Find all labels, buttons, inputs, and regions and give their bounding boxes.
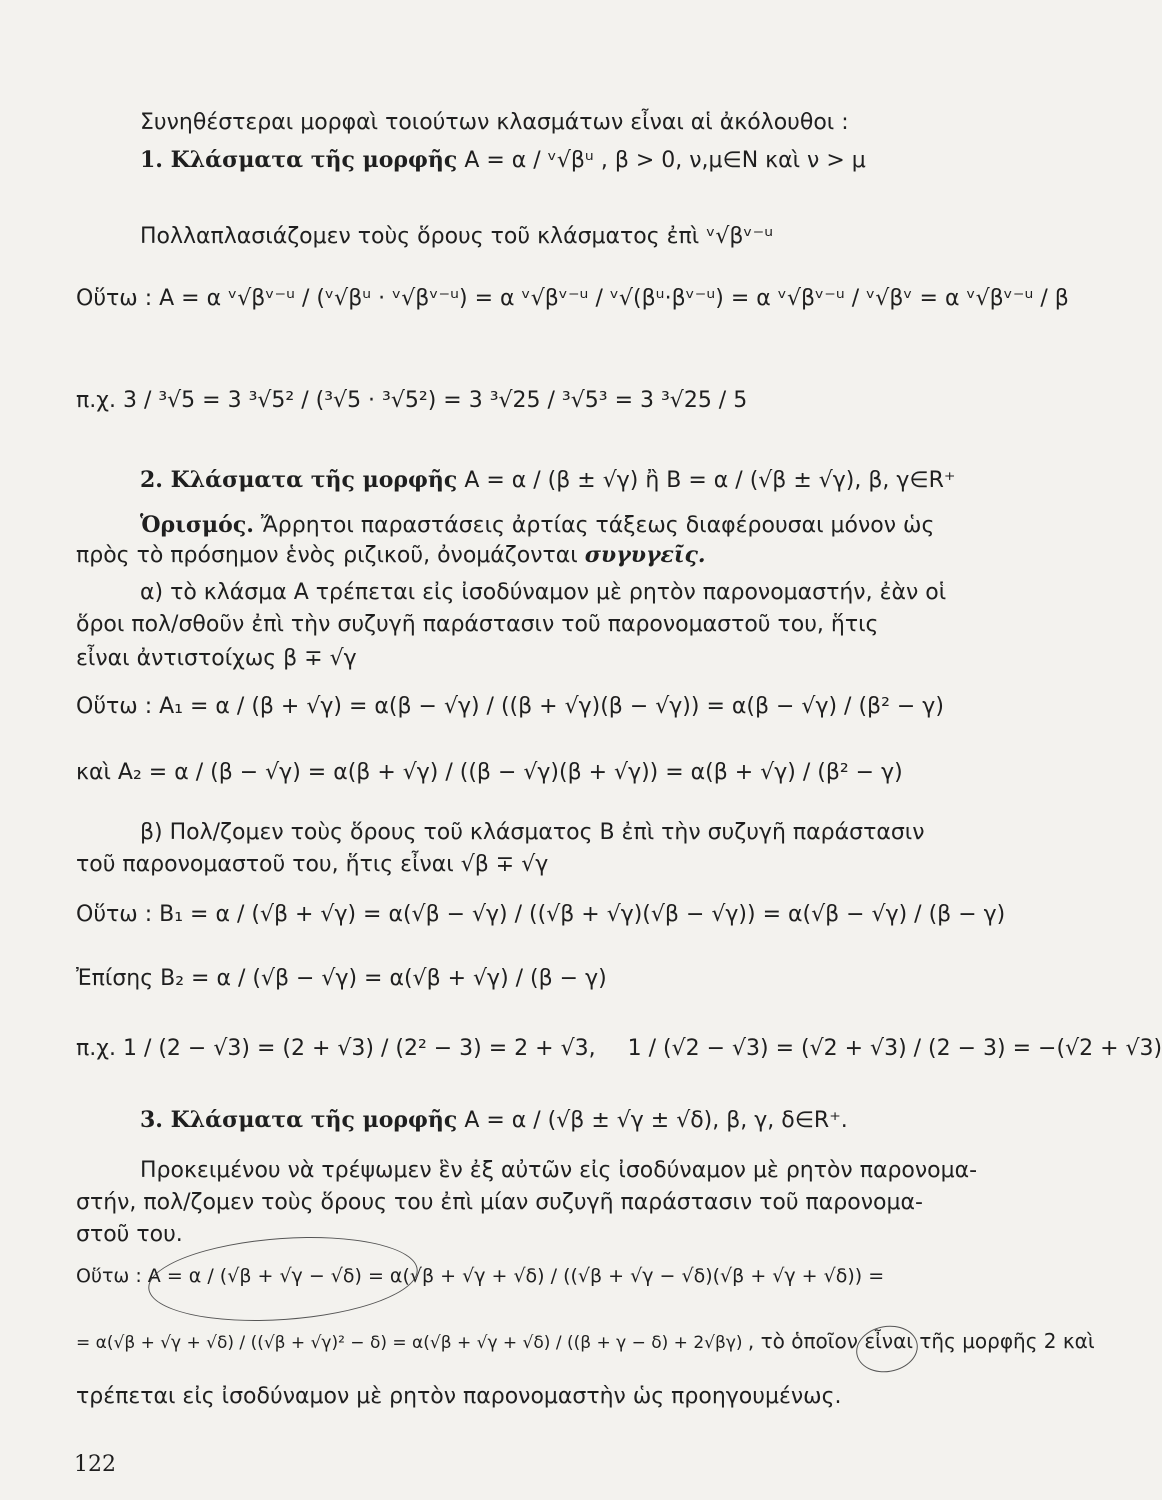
page-number: 122	[74, 1452, 116, 1477]
section-2-form: A = α / (β ± √γ) ἢ B = α / (√β ± √γ), β, γ∈R⁺	[464, 468, 956, 493]
section-3-last-line: τρέπεται εἰς ἰσοδύναμον μὲ ρητὸν παρονομαστὴν ὡς προηγουμένως.	[76, 1384, 842, 1409]
a2-equation: A₂ = α / (β − √γ) = α(β + √γ) / ((β − √γ)(β + √γ)) = α(β + √γ) / (β² − γ)	[117, 760, 903, 785]
definition-text-2: πρὸς τὸ πρόσημον ἑνὸς ριζικοῦ, ὀνομάζονται	[76, 543, 578, 568]
section-3-continuation-line	[76, 1330, 1095, 1354]
section-1-conditions: , β > 0, ν,μ∈N καὶ ν > μ	[600, 148, 866, 173]
intro-line: Συνηθέστεραι μορφαὶ τοιούτων κλασμάτων εἶναι αἱ ἀκόλουθοι :	[140, 110, 849, 135]
outo-label: Οὕτω :	[76, 1265, 142, 1287]
definition-text-1: Ἄρρητοι παραστάσεις ἀρτίας τάξεως διαφέρουσαι μόνον ὡς	[260, 513, 935, 538]
definition-label: Ὁρισμός.	[140, 512, 254, 538]
section-1-example-line	[76, 388, 747, 413]
b1-label: Οὕτω :	[76, 902, 153, 927]
part-b-text-2: τοῦ παρονομαστοῦ του, ἥτις εἶναι √β ∓ √γ	[76, 852, 549, 877]
definition-term: συγυγεῖς.	[584, 542, 706, 568]
outo-label: Οὕτω :	[76, 286, 153, 311]
section-1-outo-equation: A = α ᵛ√βᵛ⁻ᵘ / (ᵛ√βᵘ · ᵛ√βᵛ⁻ᵘ) = α ᵛ√βᵛ⁻ᵘ / ᵛ√(βᵘ·βᵛ⁻ᵘ) = α ᵛ√βᵛ⁻ᵘ / ᵛ√βᵛ = α ᵛ√βᵛ⁻ᵘ / β	[159, 286, 1069, 311]
section-3-text-3: στοῦ του.	[76, 1222, 183, 1247]
section-2-heading: 2. Κλάσματα τῆς μορφῆς	[140, 467, 458, 493]
section-3-outo-equation: A = α / (√β + √γ − √δ) = α(√β + √γ + √δ) / ((√β + √γ − √δ)(√β + √γ + √δ)) =	[147, 1265, 885, 1287]
definition-line-2	[76, 543, 706, 568]
section-2-example-equation-1: 1 / (2 − √3) = (2 + √3) / (2² − 3) = 2 + √3,	[122, 1036, 596, 1061]
section-3-outo-line	[76, 1266, 884, 1288]
section-1-heading: 1. Κλάσματα τῆς μορφῆς	[140, 147, 458, 173]
part-b-text-1: β) Πολ/ζομεν τοὺς ὅρους τοῦ κλάσματος B ἐπὶ τὴν συζυγῆ παράστασιν	[140, 820, 925, 845]
part-a-text-3: εἶναι ἀντιστοίχως β ∓ √γ	[76, 646, 357, 671]
section-1-heading-line	[140, 148, 866, 173]
section-3-text-1: Προκειμένου νὰ τρέψωμεν ἓν ἐξ αὐτῶν εἰς ἰσοδύναμον μὲ ρητὸν παρονομα-	[140, 1158, 978, 1183]
b2-label: Ἐπίσης	[76, 966, 154, 991]
b2-equation: B₂ = α / (√β − √γ) = α(√β + √γ) / (β − γ)	[160, 966, 607, 991]
example-label: π.χ.	[76, 1036, 116, 1061]
section-1-example-equation: 3 / ³√5 = 3 ³√5² / (³√5 · ³√5²) = 3 ³√25 / ³√5³ = 3 ³√25 / 5	[122, 388, 748, 413]
definition-line-1	[140, 513, 934, 538]
section-3-form: A = α / (√β ± √γ ± √δ), β, γ, δ∈R⁺.	[464, 1108, 848, 1133]
a2-label: καὶ	[76, 760, 111, 785]
b1-equation: B₁ = α / (√β + √γ) = α(√β − √γ) / ((√β + √γ)(√β − √γ)) = α(√β − √γ) / (β − γ)	[159, 902, 1006, 927]
a2-line	[76, 760, 903, 785]
section-3-heading: 3. Κλάσματα τῆς μορφῆς	[140, 1107, 458, 1133]
section-3-text-2: στήν, πολ/ζομεν τοὺς ὅρους του ἐπὶ μίαν συζυγῆ παράστασιν τοῦ παρονομα-	[76, 1190, 923, 1215]
section-1-outo-line	[76, 286, 1069, 311]
b1-line	[76, 902, 1005, 927]
section-3-continuation-text: , τὸ ὁποῖον εἶναι τῆς μορφῆς 2 καὶ	[747, 1329, 1095, 1353]
section-3-continuation-equation: = α(√β + √γ + √δ) / ((√β + √γ)² − δ) = α(√β + √γ + √δ) / ((β + γ − δ) + 2√βγ)	[76, 1333, 743, 1353]
a1-line	[76, 694, 944, 719]
part-a-text-1: α) τὸ κλάσμα A τρέπεται εἰς ἰσοδύναμον μὲ ρητὸν παρονομαστήν, ἐὰν οἱ	[140, 580, 947, 605]
section-2-example-line	[76, 1036, 1162, 1061]
part-a-text-2: ὅροι πολ/σθοῦν ἐπὶ τὴν συζυγῆ παράστασιν τοῦ παρονομαστοῦ του, ἥτις	[76, 612, 879, 637]
example-label: π.χ.	[76, 388, 116, 413]
a1-label: Οὕτω :	[76, 694, 153, 719]
a1-equation: A₁ = α / (β + √γ) = α(β − √γ) / ((β + √γ)(β − √γ)) = α(β − √γ) / (β² − γ)	[159, 694, 944, 719]
section-2-heading-line	[140, 468, 955, 493]
section-3-heading-line	[140, 1108, 848, 1133]
section-2-example-equation-2: 1 / (√2 − √3) = (√2 + √3) / (2 − 3) = −(√2 + √3)	[627, 1036, 1162, 1061]
section-1-form: A = α / ᵛ√βᵘ	[464, 148, 594, 173]
b2-line	[76, 966, 607, 991]
section-1-multiply-text: Πολλαπλασιάζομεν τοὺς ὅρους τοῦ κλάσματος ἐπὶ ᵛ√βᵛ⁻ᵘ	[140, 224, 774, 249]
